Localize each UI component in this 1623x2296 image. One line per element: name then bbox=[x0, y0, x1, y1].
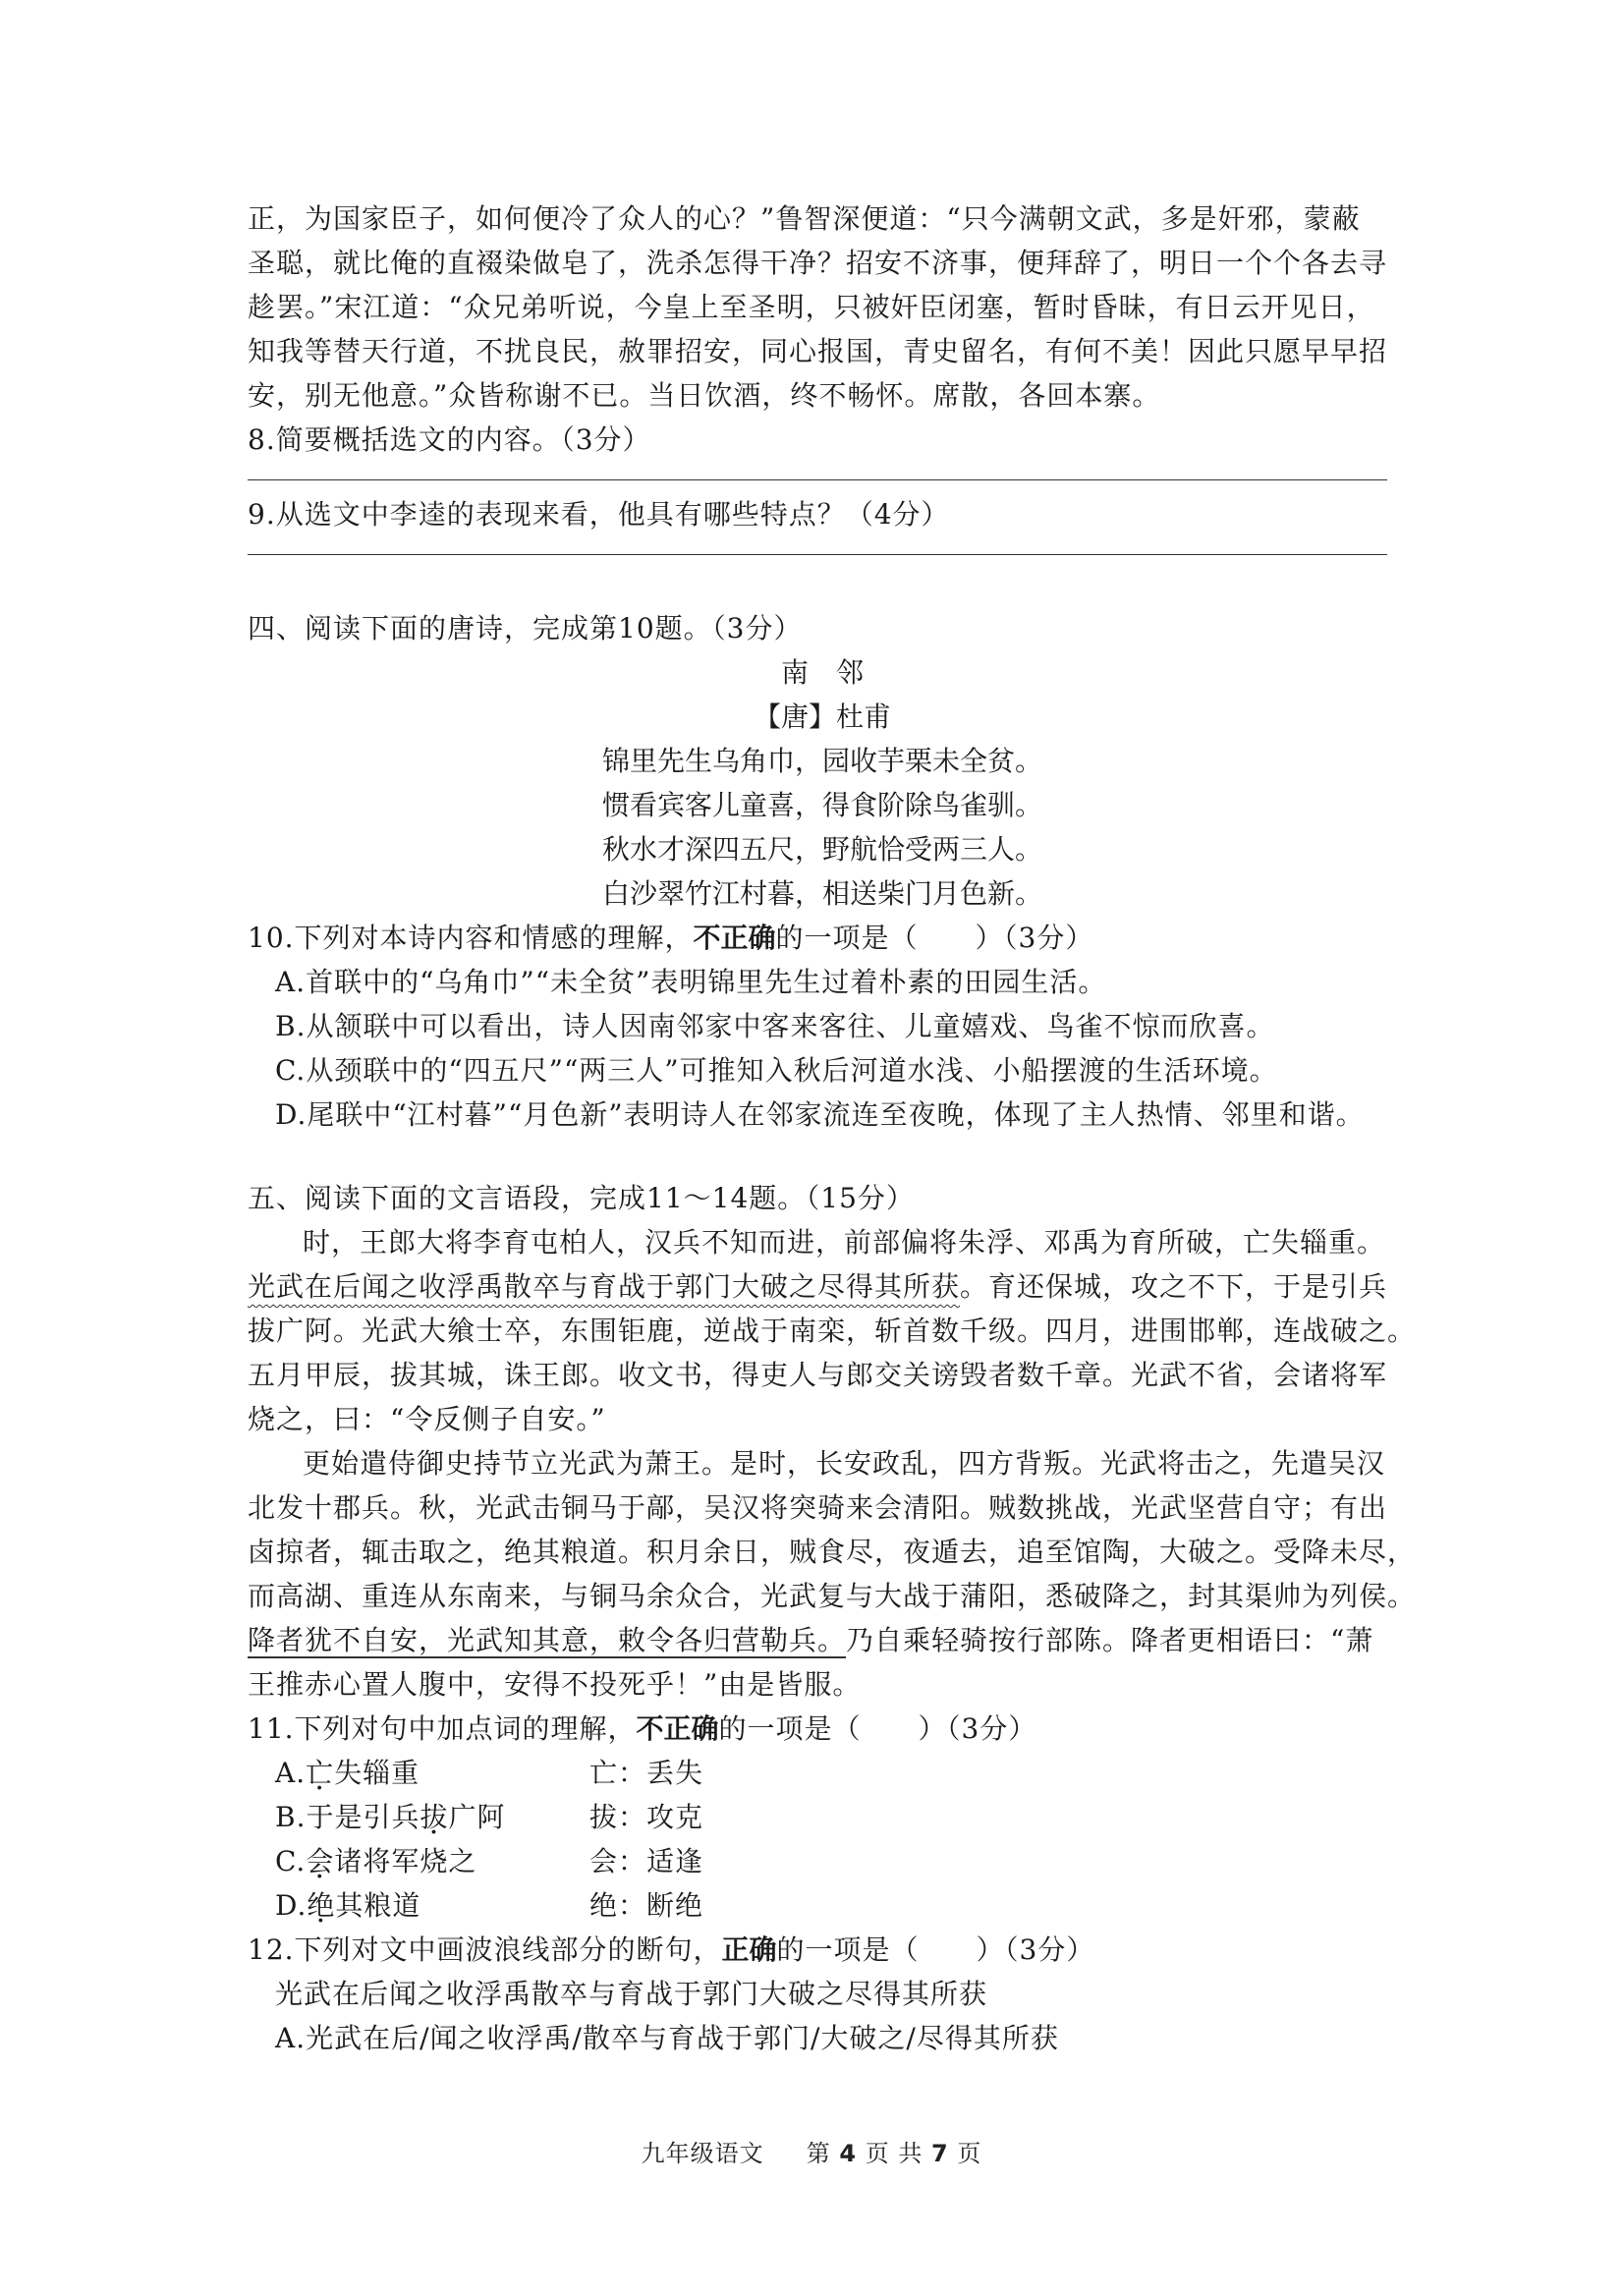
passage-line: 正，为国家臣子，如何便冷了众人的心？”鲁智深便道：“只今满朝文武，多是奸邪，蒙蔽 bbox=[248, 202, 1361, 235]
passage-line: 烧之，曰：“令反侧子自安。” bbox=[248, 1403, 606, 1435]
passage-line: 圣聪，就比俺的直裰染做皂了，洗杀怎得干净？招安不济事，便拜辞了，明日一个个各去寻 bbox=[248, 247, 1388, 279]
question-12: 12.下列对文中画波浪线部分的断句，正确的一项是（ ）（3分） bbox=[248, 1933, 1095, 1966]
poem-title: 南 邻 bbox=[780, 656, 864, 689]
poem-line: 秋水才深四五尺，野航恰受两三人。 bbox=[601, 833, 1042, 866]
q12-option-a[interactable]: A.光武在后/闻之收浮禹/散卒与育战于郭门/大破之/尽得其所获 bbox=[275, 2022, 1059, 2054]
passage-line: 光武在后闻之收浮禹散卒与育战于郭门大破之尽得其所获。育还保城，攻之不下，于是引兵 bbox=[248, 1270, 1388, 1303]
section-4-heading: 四、阅读下面的唐诗，完成第10题。（3分） bbox=[248, 612, 803, 644]
q11-option-b[interactable]: B.于是引兵拔广阿 拔：攻克 bbox=[248, 1795, 1397, 1839]
gloss: 会：适逢 bbox=[589, 1845, 704, 1877]
q11-emphasis: 不正确 bbox=[636, 1712, 719, 1745]
question-10 bbox=[248, 916, 1397, 960]
q10-prefix: 10.下列对本诗内容和情感的理解， bbox=[248, 922, 694, 954]
poem-author: 【唐】杜甫 bbox=[753, 700, 891, 733]
page-total: 7 bbox=[931, 2140, 949, 2167]
q10-emphasis: 不正确 bbox=[693, 922, 776, 954]
passage-line: 而高湖、重连从东南来，与铜马余众合，光武复与大战于蒲阳，悉破降之，封其渠帅为列侯。 bbox=[248, 1580, 1417, 1612]
q10-suffix: 的一项是（ ）（3分） bbox=[775, 922, 1094, 954]
poem-line: 锦里先生乌角巾，园收芋栗未全贫。 bbox=[601, 745, 1042, 777]
passage-line: 更始遣侍御史持节立光武为萧王。是时，长安政乱，四方背叛。光武将击之，先遣吴汉 bbox=[303, 1447, 1386, 1480]
q11-option-a[interactable]: A.亡失辎重 亡：丢失 bbox=[248, 1751, 1397, 1795]
question-11: 11.下列对句中加点词的理解，不正确的一项是（ ）（3分） bbox=[248, 1712, 1037, 1745]
dotted-word: 拔 bbox=[420, 1801, 449, 1833]
passage-line: 拔广阿。光武大飨士卒，东围钜鹿，逆战于南栾，斩首数千级。四月，进围邯郸，连战破之。 bbox=[248, 1315, 1417, 1347]
underlined-sentence: 降者犹不自安，光武知其意，敕令各归营勒兵。 bbox=[248, 1624, 847, 1656]
passage-line: 安，别无他意。”众皆称谢不已。当日饮酒，终不畅怀。席散，各回本寨。 bbox=[248, 379, 1161, 412]
passage-line: 时，王郎大将李育屯柏人，汉兵不知而进，前部偏将朱浮、邓禹为育所破，亡失辎重。 bbox=[303, 1226, 1386, 1259]
passage-3-tail bbox=[248, 196, 1397, 418]
q12-emphasis: 正确 bbox=[721, 1933, 777, 1966]
gloss: 绝：断绝 bbox=[589, 1889, 704, 1922]
q10-option-c[interactable]: C.从颈联中的“四五尺”“两三人”可推知入秋后河道水浅、小船摆渡的生活环境。 bbox=[275, 1054, 1278, 1087]
passage-line: 卤掠者，辄击取之，绝其粮道。积月余日，贼食尽，夜遁去，追至馆陶，大破之。受降未尽， bbox=[248, 1536, 1417, 1568]
q11-option-d[interactable]: D.绝其粮道 绝：断绝 bbox=[248, 1883, 1397, 1928]
q10-option-b[interactable]: B.从颔联中可以看出，诗人因南邻家中客来客往、儿童嬉戏、鸟雀不惊而欣喜。 bbox=[275, 1010, 1275, 1042]
footer-subject: 九年级语文 bbox=[641, 2140, 764, 2167]
dotted-word: 绝 bbox=[307, 1889, 336, 1922]
page-content bbox=[248, 196, 1417, 2060]
answer-line-q8[interactable] bbox=[248, 479, 1387, 480]
section-5-heading: 五、阅读下面的文言语段，完成11～14题。（15分） bbox=[248, 1182, 915, 1214]
dotted-word: 会 bbox=[306, 1845, 335, 1877]
passage-line: 五月甲辰，拔其城，诛王郎。收文书，得吏人与郎交关谤毁者数千章。光武不省，会诸将军 bbox=[248, 1359, 1388, 1391]
classical-passage bbox=[248, 1220, 1417, 1707]
question-9: 9.从选文中李逵的表现来看，他具有哪些特点？（4分） bbox=[248, 498, 950, 531]
q12-sentence: 光武在后闻之收浮禹散卒与育战于郭门大破之尽得其所获 bbox=[275, 1978, 988, 2010]
gloss: 拔：攻克 bbox=[589, 1801, 704, 1833]
gloss: 亡：丢失 bbox=[589, 1757, 704, 1789]
page-footer: 九年级语文 第 4 页 共 7 页 bbox=[641, 2140, 982, 2167]
passage-line: 知我等替天行道，不扰良民，赦罪招安，同心报国，青史留名，有何不美！因此只愿早早招 bbox=[248, 335, 1388, 367]
passage-line: 北发十郡兵。秋，光武击铜马于鄗，吴汉将突骑来会清阳。贼数挑战，光武坚营自守；有出 bbox=[248, 1491, 1388, 1524]
passage-line: 王推赤心置人腹中，安得不投死乎！”由是皆服。 bbox=[248, 1668, 862, 1701]
q10-option-a[interactable]: A.首联中的“乌角巾”“未全贫”表明锦里先生过着朴素的田园生活。 bbox=[275, 966, 1107, 998]
passage-line: 降者犹不自安，光武知其意，敕令各归营勒兵。乃自乘轻骑按行部陈。降者更相语曰：“萧 bbox=[248, 1624, 1374, 1656]
passage-line: 趁罢。”宋江道：“众兄弟听说，今皇上至圣明，只被奸臣闭塞，暂时昏昧，有日云开见日， bbox=[248, 291, 1375, 323]
page-number: 4 bbox=[839, 2140, 858, 2167]
wavy-underlined-sentence: 光武在后闻之收浮禹散卒与育战于郭门大破之尽得其所获 bbox=[248, 1270, 961, 1303]
q10-option-d[interactable]: D.尾联中“江村暮”“月色新”表明诗人在邻家流连至夜晚，体现了主人热情、邻里和谐。 bbox=[275, 1098, 1365, 1131]
q11-option-c[interactable]: C.会诸将军烧之 会：适逢 bbox=[248, 1839, 1397, 1883]
dotted-word: 亡 bbox=[306, 1757, 335, 1789]
poem-line: 惯看宾客儿童喜，得食阶除鸟雀驯。 bbox=[601, 789, 1042, 821]
poem-line: 白沙翠竹江村暮，相送柴门月色新。 bbox=[601, 877, 1042, 910]
question-8: 8.简要概括选文的内容。（3分） bbox=[248, 423, 651, 456]
answer-line-q9[interactable] bbox=[248, 554, 1387, 555]
